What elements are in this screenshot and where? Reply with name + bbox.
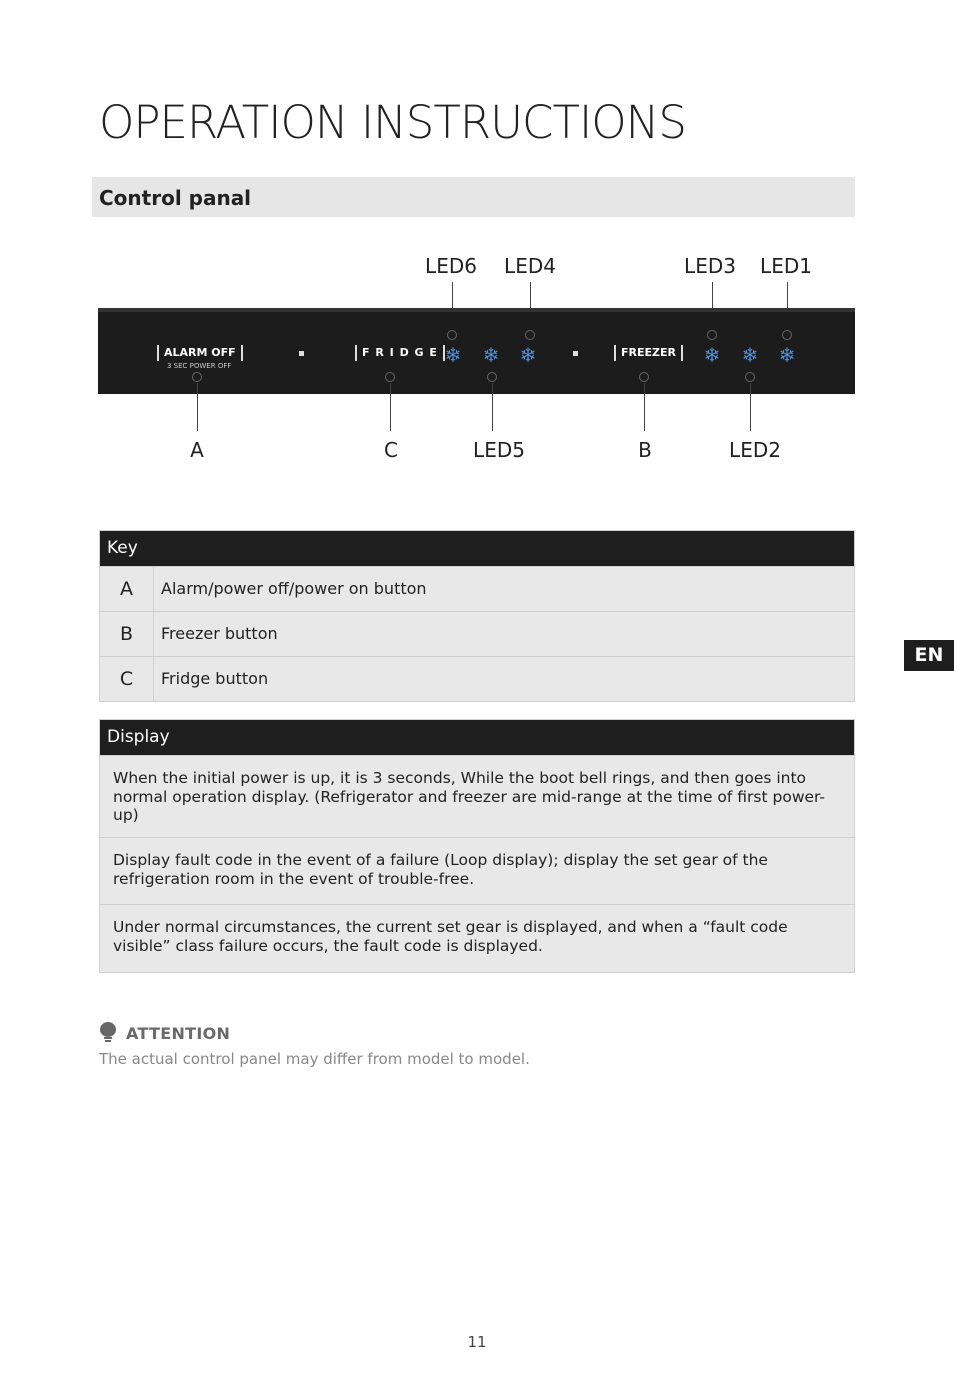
leader-circle [447,330,457,340]
callout-c: C [384,438,398,462]
panel-edge [98,308,855,312]
callout-b: B [638,438,652,462]
page-title: OPERATION INSTRUCTIONS [99,96,686,149]
lightbulb-icon [99,1022,117,1044]
alarm-off-button[interactable]: ALARM OFF [157,345,243,361]
snowflake-icon: ❄ [444,343,462,367]
leader-circle [525,330,535,340]
snowflake-icon: ❄ [519,343,537,367]
language-tab: EN [904,640,954,671]
table-row: Display fault code in the event of a failure (Loop display); display the set gear of the refrigeration room in the event of trouble-free. [100,837,854,904]
fridge-button[interactable]: F R I D G E [355,345,445,361]
key-table-header: Key [100,531,854,566]
callout-led5: LED5 [473,438,525,462]
display-table [99,719,855,973]
table-row [100,656,854,701]
separator-dot [299,351,304,356]
leader-circle [707,330,717,340]
table-row: Under normal circumstances, the current set gear is displayed, and when a “fault code visible” class failure occurs, the fault code is displayed. [100,904,854,972]
key-letter: A [100,567,154,611]
alarm-sub-label: 3 SEC POWER OFF [167,362,232,370]
leader-circle [385,372,395,382]
callout-led3: LED3 [684,254,736,278]
snowflake-icon: ❄ [741,343,759,367]
snowflake-icon: ❄ [703,343,721,367]
callout-led4: LED4 [504,254,556,278]
callout-led2: LED2 [729,438,781,462]
section-header [92,177,855,217]
key-letter: B [100,612,154,656]
key-description: Alarm/power off/power on button [161,579,427,598]
leader-line [197,383,198,431]
attention-title: ATTENTION [126,1023,231,1043]
separator-dot [573,351,578,356]
leader-circle [782,330,792,340]
table-row [100,611,854,656]
leader-line [492,383,493,431]
page-number: 11 [467,1333,487,1351]
attention-note [99,1022,230,1044]
callout-led1: LED1 [760,254,812,278]
attention-text: The actual control panel may differ from model to model. [99,1050,530,1068]
leader-line [750,383,751,431]
key-letter: C [100,657,154,701]
leader-circle [745,372,755,382]
table-row [100,566,854,611]
control-panel-diagram [0,240,954,480]
display-table-header: Display [100,720,854,755]
key-description: Freezer button [161,624,278,643]
table-row: When the initial power is up, it is 3 seconds, While the boot bell rings, and then goes into normal operation display. (Refrigerator and freezer are mid-range at the time of first power-up) [100,755,854,837]
callout-a: A [190,438,204,462]
leader-line [644,383,645,431]
leader-line [390,383,391,431]
leader-circle [487,372,497,382]
snowflake-icon: ❄ [482,343,500,367]
section-title: Control panal [99,186,252,210]
key-table [99,530,855,702]
key-description: Fridge button [161,669,269,688]
freezer-button[interactable]: FREEZER [614,345,683,361]
callout-led6: LED6 [425,254,477,278]
leader-circle [192,372,202,382]
leader-circle [639,372,649,382]
snowflake-icon: ❄ [778,343,796,367]
